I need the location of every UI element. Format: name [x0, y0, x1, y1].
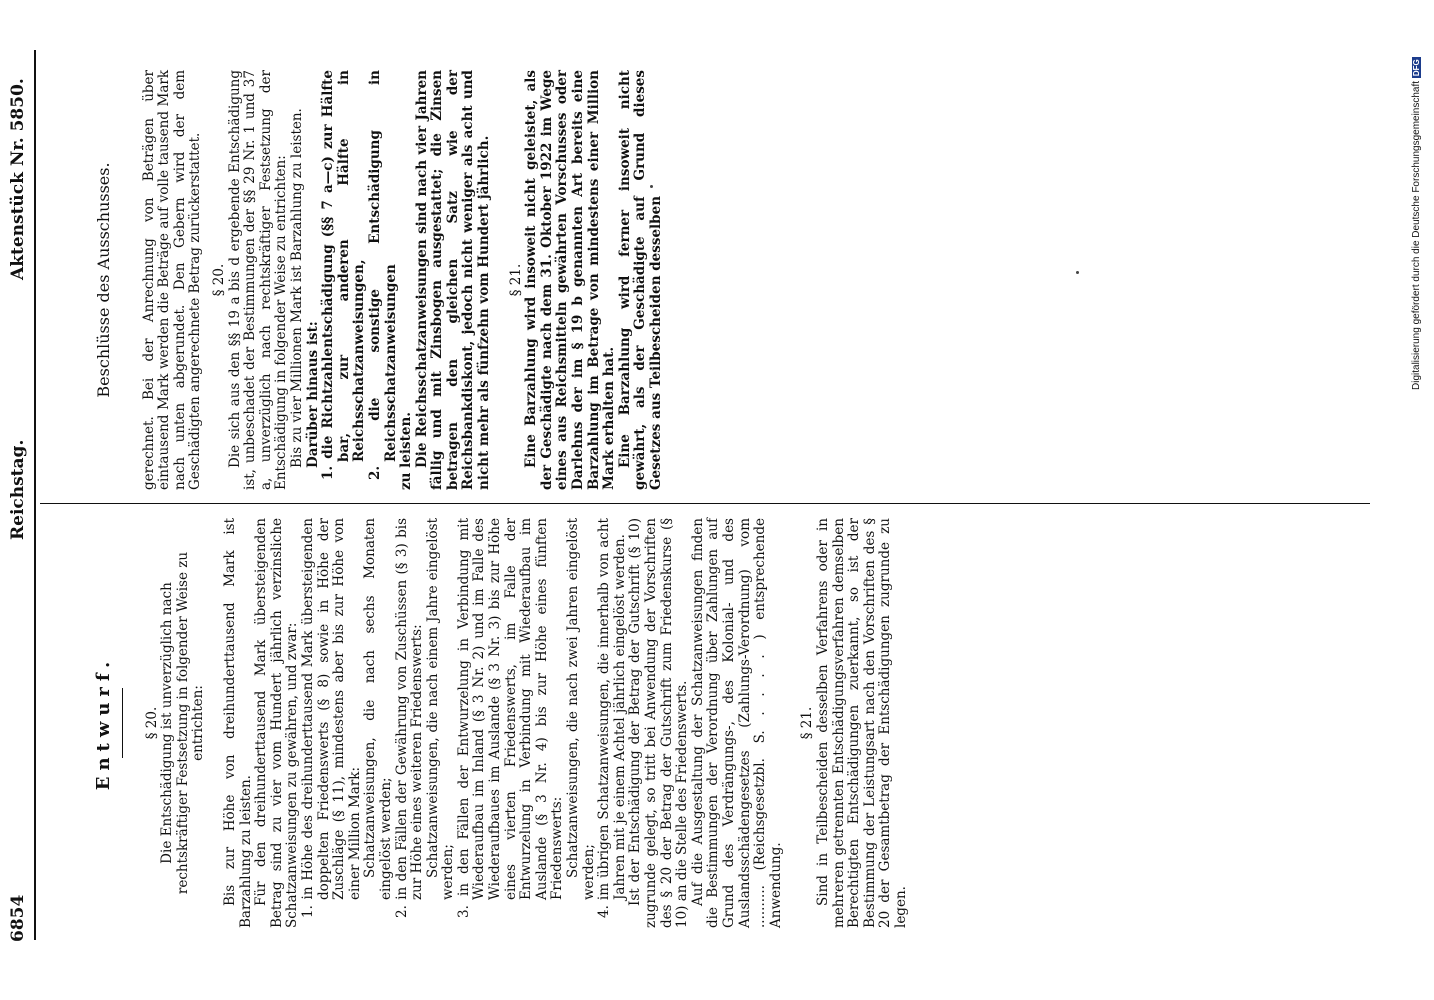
right-column [96, 70, 665, 490]
document-number: Aktenstück Nr. 5850. [8, 78, 28, 280]
right-s20-p3: zu leisten. [398, 412, 415, 490]
right-item-1: 1. die Richtzahlentschädigung (§§ 7 a—c) zur Hälfte bar, zur anderen Hälfte in Reichsschatzanweisungen, [320, 70, 368, 480]
left-item-1-tail: Schatzanweisungen, die nach sechs Monaten eingelöst werden; [362, 518, 394, 900]
left-item-3-tail: Schatzanweisungen, die nach zwei Jahren eingelöst werden; [565, 518, 597, 900]
left-s20-p4: Auf die Ausgestaltung der Schatzanweisungen finden die Bestimmungen der Verordnung über Zahlungen auf Grund des Verdrängungs-, des Kolonial- und des Auslandsschädengesetzes (Zahlungs-Verordnung) vom .......... (Reichsgesetzbl. S. . . . . ) entsprechende Anwendung. [689, 518, 784, 928]
credit-text: Digitalisierung gefördert durch die Deutsche Forschungsgemeinschaft [1411, 80, 1422, 390]
digitization-credit [1411, 10, 1431, 390]
left-s20-p3: Ist der Entschädigung der Betrag der Gutschrift (§ 10) zugrunde gelegt, so tritt bei Anwendung der Vorschriften des § 20 der Betrag der Gutschrift zum Friedenskurse (§ 10) an die Stelle des Friedenswerts. [627, 518, 691, 928]
left-item-3: 3. in den Fällen der Entwurzelung in Verbindung mit Wiederaufbau im Inland (§ 3 Nr. 2) und im Falle des Wiederaufbaues im Auslande (§ 3 Nr. 3) bis zur Höhe eines vierten Friedenswerts, im Falle der Entwurzelung in Verbindung mit Wiederaufbau im Auslande (§ 3 Nr. 4) bis zur Höhe eines fünften Friedenswerts: [455, 518, 566, 918]
scan-speck [1076, 271, 1079, 274]
right-s20-p4: Die Reichsschatzanweisungen sind nach vier Jahren fällig und mit Zinsbogen ausgestattet; die Zinsen betragen den gleichen Satz wie der Reichsbankdiskont, jedoch nicht weniger als acht und nicht mehr als fünfzehn vom Hundert jährlich. [413, 70, 493, 490]
chamber-title: Reichstag. [8, 439, 28, 540]
right-s20-title: § 20. [210, 263, 227, 297]
left-s20-p1: Bis zur Höhe von dreihunderttausend Mark ist Barzahlung zu leisten. [221, 518, 254, 928]
scan-speck [650, 185, 653, 188]
right-s20-intro: Die sich aus den §§ 19 a bis d ergebende Entschädigung ist, unbeschadet der Bestimmungen der §§ 29 Nr. 1 und 37 a, unverzüglich nach rechtskräftiger Festsetzung der Entschädigung in folgender Weise zu entrichten: [226, 70, 290, 490]
left-column [93, 518, 910, 928]
left-s20-p2: Für den dreihunderttausend Mark übersteigenden Betrag sind zu vier vom Hundert jährlich verzinsliche Schatzanweisungen zu gewähren, und zwar: [253, 518, 301, 928]
column-divider [40, 503, 1370, 504]
right-s21-p2: Eine Barzahlung wird ferner insoweit nicht gewährt, als der Geschädigte auf Grund dieses Gesetzes aus Teilbescheiden desselben [616, 70, 664, 490]
right-heading: Beschlüsse des Ausschusses. [94, 162, 113, 398]
right-s20-p1: Bis zu vier Millionen Mark ist Barzahlung zu leisten. [288, 108, 305, 468]
header-rule [34, 50, 36, 940]
left-heading: Entwurf. [93, 655, 114, 791]
right-s21-p1: Eine Barzahlung wird insoweit nicht geleistet, als der Geschädigte nach dem 31. Oktober 1922 im Wege eines aus Reichsmitteln gewährten Vorschusses oder Darlehns der im § 19 b genannten Art bereits eine Barzahlung im Betrage von mindestens einer Million Mark erhalten hat. [523, 70, 618, 490]
page-number: 6854 [8, 894, 28, 942]
dfg-logo: DFG [1412, 59, 1421, 77]
left-s20-intro: Die Entschädigung ist unverzüglich nach rechtskräftiger Festsetzung in folgender Weise zu entrichten: [159, 551, 207, 895]
left-heading-rule [122, 688, 123, 758]
right-s21-title: § 21. [507, 263, 524, 297]
left-s20-title: § 20. [143, 706, 160, 740]
left-item-2: 2. in den Fällen der Gewährung von Zuschüssen (§ 3) bis zur Höhe eines weiteren Friedenswerts: [393, 518, 426, 918]
right-item-2: 2. die sonstige Entschädigung in Reichsschatzanweisungen [366, 70, 399, 480]
right-carry-text: gerechnet. Bei der Anrechnung von Beträgen über eintausend Mark werden die Beträge auf volle tausend Mark nach unten abgerundet. Den Gebern wird der dem Geschädigten angerechnete Betrag zurückerstattet. [140, 70, 204, 490]
right-s20-p2: Darüber hinaus ist: [304, 321, 321, 468]
left-item-4: 4. im übrigen Schatzanweisungen, die innerhalb von acht Jahren mit je einem Achtel jährlich eingelöst werden. [596, 518, 628, 918]
left-s21-title: § 21. [799, 706, 816, 740]
left-item-2-tail: Schatzanweisungen, die nach einem Jahre eingelöst werden; [424, 518, 457, 900]
left-s21-text: Sind in Teilbescheiden desselben Verfahrens oder in mehreren getrennten Entschädigungsverfahren demselben Berechtigten Entschädigungen zuerkannt, so ist der Bestimmung der Leistungsart nach den Vorschriften des § 20 der Gesamtbetrag der Entschädigungen zugrunde zu legen. [814, 518, 909, 928]
left-item-1: 1. in Höhe des dreihunderttausend Mark übersteigenden doppelten Friedenswerts (§ 8) sowie in Höhe der Zuschläge (§ 11), mindestens aber bis zur Höhe von einer Million Mark: [299, 518, 363, 918]
